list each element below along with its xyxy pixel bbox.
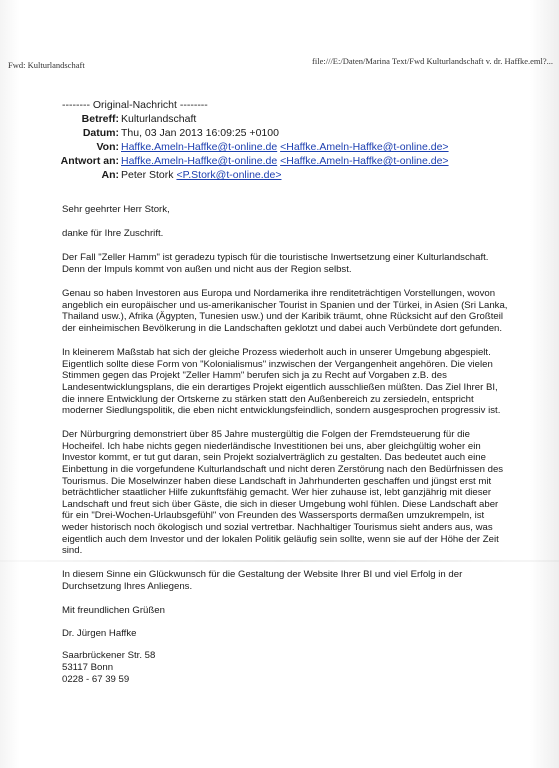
header-value [121,154,449,168]
email-headers [50,98,449,182]
from-email-bracket-link[interactable]: <Haffke.Ameln-Haffke@t-online.de> [280,141,449,153]
letter-paragraph: Der Fall "Zeller Hamm" ist geradezu typisch für die touristische Inwertsetzung einer Kulturlandschaft. Denn der Impuls kommt von außen und nicht aus der Region selbst. [62,252,489,275]
header-value: Kulturlandschaft [121,113,197,125]
reply-to-email-link[interactable]: Haffke.Ameln-Haffke@t-online.de [121,155,278,167]
address-phone: 0228 - 67 39 59 [62,673,130,685]
address [62,650,512,685]
recipient-name: Peter Stork [121,169,177,181]
letter-paragraph: danke für Ihre Zuschrift. [62,228,164,240]
address-street: Saarbrückener Str. 58 [62,650,156,662]
print-header-title: Fwd: Kulturlandschaft [8,60,85,70]
header-label: Antwort an: [60,155,119,167]
header-value [121,168,281,182]
header-row-reply-to [50,154,449,168]
letter-paragraph: In diesem Sinne ein Glückwunsch für die Gestaltung der Website Ihrer BI und viel Erfolg in der Durchsetzung Ihres Anliegens. [62,569,463,592]
closing: Mit freundlichen Grüßen [62,605,165,617]
header-label: An: [101,169,119,181]
recipient-email-link[interactable]: <P.Stork@t-online.de> [176,169,282,181]
header-label: Betreff: [81,113,119,125]
letter-paragraph: Der Nürburgring demonstriert über 85 Jahre mustergültig die Folgen der Fremdsteuerung für die Hocheifel. Ich habe nichts gegen niederländische Investitionen bei uns, aber gleichgültig woher ein Investor kommt, er tut gut daran, sein Projekt sozialverträglich zu gestalten. Das bedeutet auch eine Einbettung in die vorgefundene Kulturlandschaft und nicht deren Zerstörung nach den Bedürfnissen des Tourismus. Die Moselwinzer haben diese Landschaft in Jahrhunderten geschaffen und jüngst erst mit beträchtlicher staatlicher Hilfe zukunftsfähig gemacht. Wer hier zuhause ist, lebt ganzjährig mit dieser Landschaft und freut sich über Gäste, die sich in dieser Umgebung wohl fühlen. Diese Landschaft aber für ein "Drei-Wochen-Urlaubsgefühl" von Freunden des Wassersports dermaßen umzukrempeln, ist weder historisch noch ökologisch und sozial vertretbar. Nachhaltiger Tourismus sieht anders aus, was eigentlich auch dem Investor und der lokalen Politik geläufig sein sollte, wenn sie auf der Höhe der Zeit sind. [62,429,504,557]
address-city: 53117 Bonn [62,661,114,673]
salutation: Sehr geehrter Herr Stork, [62,204,170,215]
print-header-file-path: file:///E:/Daten/Marina Text/Fwd Kulturlandschaft v. dr. Haffke.eml?... [312,56,553,66]
reply-to-email-bracket-link[interactable]: <Haffke.Ameln-Haffke@t-online.de> [280,155,449,167]
letter-paragraph: In kleinerem Maßstab hat sich der gleiche Prozess wiederholt auch in unserer Umgebung abgespielt. Eigentlich sollte diese Form von "Kolonialismus" inzwischen der Vergangenheit angehören. Die vielen Stimmen gegen das Projekt "Zeller Hamm" berufen sich ja zu Recht auf Vorgaben z.B. des Landesentwicklungsplans, die ein derartiges Projekt eigentlich ausschließen müßten. Das Ziel Ihrer BI, die innere Entwicklung der Ortskerne zu stärken statt den Außenbereich zu zersiedeln, entspricht moderner Siedlungspolitik, die eben nicht entwicklungsfeindlich, sondern ausgesprochen progressiv ist. [62,347,501,417]
header-label: Datum: [82,127,119,139]
from-email-link[interactable]: Haffke.Ameln-Haffke@t-online.de [121,141,278,153]
header-value: Thu, 03 Jan 2013 16:09:25 +0100 [121,127,279,139]
signature-block [62,605,512,685]
header-value [121,140,449,154]
print-header [8,56,553,70]
header-row-subject [50,112,449,126]
header-label: Von: [96,141,119,153]
header-row-date [50,126,449,140]
letter-paragraph: Genau so haben Investoren aus Europa und Nordamerika ihre renditeträchtigen Vorstellungen, wovon angeblich ein europäischer und us-amerikanischer Tourist in Spanien und der Türkei, in Asien (Sri Lanka, Thailand usw.), Afrika (Ägypten, Tunesien usw.) und der Karibik träumt, ohne Rücksicht auf den Großteil der einheimischen Bevölkerung in die Landschaften geklotzt und dabei auch Verbündete dort gefunden. [62,288,508,334]
letter-body [62,204,512,685]
original-message-separator: -------- Original-Nachricht -------- [62,99,208,111]
header-row-to [50,168,449,182]
header-row-from [50,140,449,154]
signature-name: Dr. Jürgen Haffke [62,627,137,639]
